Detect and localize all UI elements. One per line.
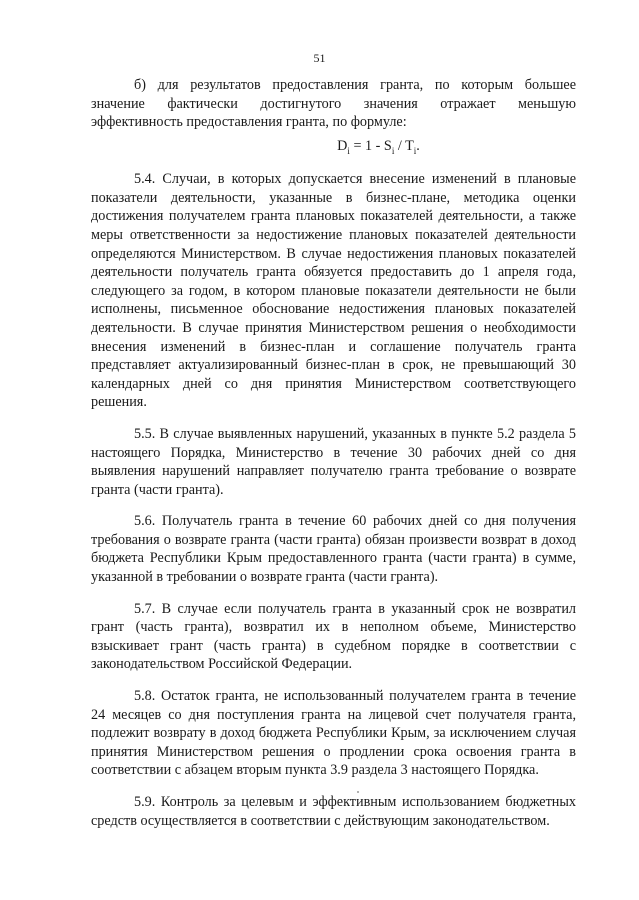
paragraph-gap	[91, 587, 576, 600]
formula-eq: = 1 - S	[349, 137, 392, 154]
paragraph-5-8: 5.8. Остаток гранта, не использованный получателем гранта в течение 24 месяцев со дня поступления гранта на лицевой счет получателя гранта, подлежит возврату в доход бюджета Республики Крым, за исключением случая принятия Министерством решения о продлении срока освоения гранта в соответствии с абзацем вторым пункта 3.9 раздела 3 настоящего Порядка.	[91, 688, 576, 779]
formula	[91, 137, 576, 160]
formula-lhs-subscript: i	[347, 145, 350, 156]
paragraph-5-9: 5.9. Контроль за целевым и эффективным использованием бюджетных средств осуществляется в соответствии с действующим законодательством.	[91, 794, 576, 829]
formula-t-subscript: i	[413, 145, 417, 156]
scan-speck	[357, 791, 359, 793]
paragraph-5-7: 5.7. В случае если получатель гранта в указанный срок не возвратил грант (часть гранта), возвратил их в неполном объеме, Министерство взыскивает грант (часть гранта) в судебном порядке в соответствии с законодательством Российской Федерации.	[91, 600, 576, 673]
paragraph-5-5: 5.5. В случае выявленных нарушений, указанных в пункте 5.2 раздела 5 настоящего Порядка, Министерство в течение 30 рабочих дней со дня выявления нарушений направляет получателю гранта требование о возврате гранта (части гранта).	[91, 425, 576, 498]
paragraph-5-4: 5.4. Случаи, в которых допускается внесение изменений в плановые показатели деятельности, указанные в бизнес-плане, методика оценки достижения получателем гранта плановых показателей деятельности, а также меры ответственности за недостижение плановых показателей деятельности определяются Министерством. В случае недостижения плановых показателей деятельности получатель гранта обязуется предоставить до 1 апреля года, следующего за годом, в котором плановые показатели деятельности не были исполнены, письменное обоснование недостижения плановых показателей деятельности. В случае принятия Министерством решения о необходимости внесения изменений в бизнес-план и соглашение получатель гранта представляет актуализированный бизнес-план в срок, не превышающий 30 календарных дней со дня принятия Министерством соответствующего решения.	[91, 171, 576, 411]
intro-paragraph: б) для результатов предоставления гранта, по которым большее значение фактически достигнутого значения отражает меньшую эффективность предоставления гранта, по формуле:	[91, 77, 576, 131]
formula-end: .	[416, 137, 420, 154]
paragraph-5-6: 5.6. Получатель гранта в течение 60 рабочих дней со дня получения требования о возврате гранта (части гранта) обязан произвести возврат в доход бюджета Республики Крым предоставленного гранта (части гранта) в сумме, указанной в требовании о возврате гранта (части гранта).	[91, 513, 576, 586]
document-body	[91, 76, 576, 830]
formula-lhs: D	[337, 137, 348, 154]
page-number: 51	[313, 51, 326, 65]
formula-s-subscript: i	[391, 145, 395, 156]
paragraph-gap	[91, 499, 576, 512]
paragraph-gap	[91, 412, 576, 425]
paragraph-gap	[91, 674, 576, 687]
formula-div: / T	[394, 137, 414, 154]
paragraph-gap	[91, 780, 576, 793]
